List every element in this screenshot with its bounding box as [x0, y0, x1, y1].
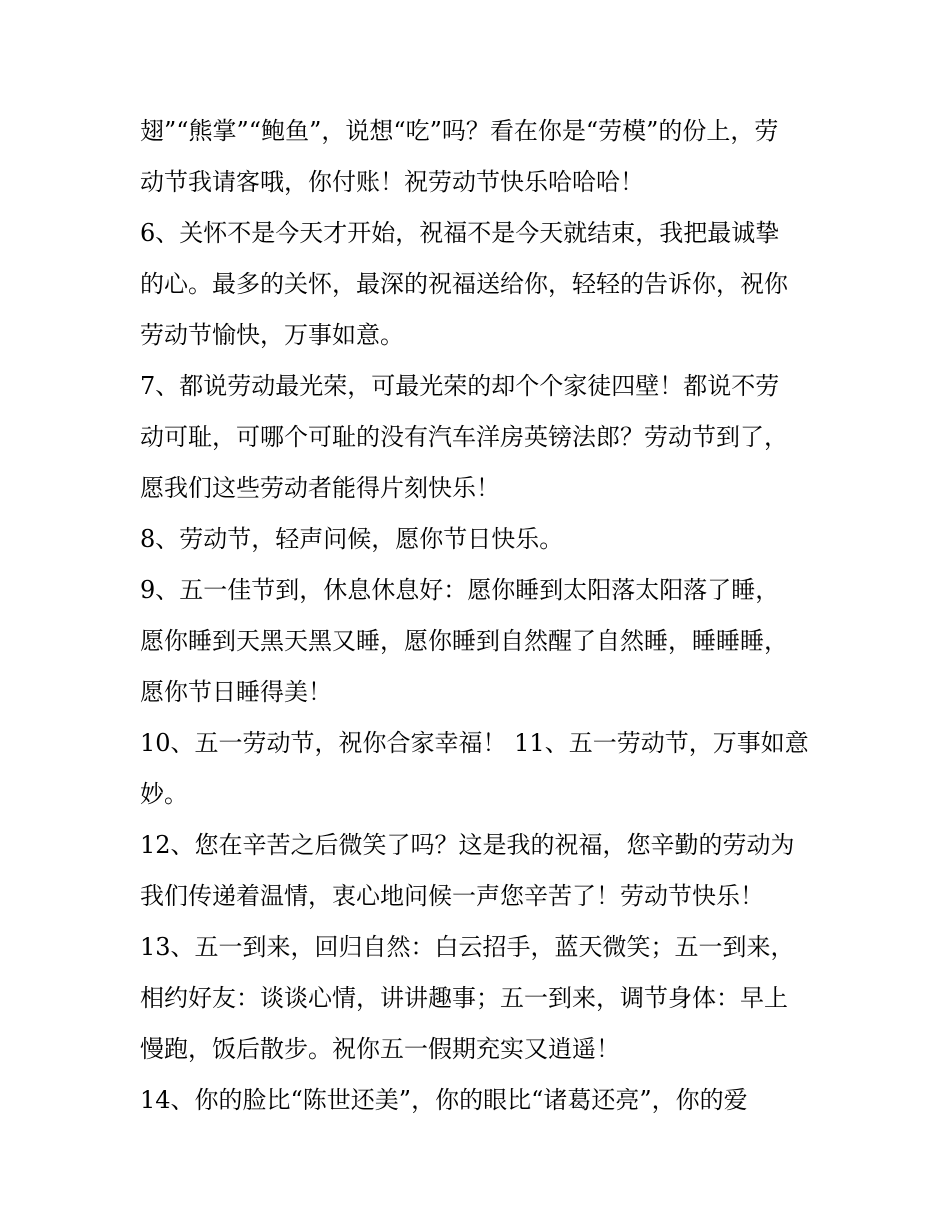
text-line: 慢跑，饭后散步。祝你五一假期充实又逍遥！	[140, 1035, 620, 1063]
text-line: 14、你的脸比“陈世还美”，你的眼比“诸葛还亮”，你的爱	[140, 1086, 748, 1114]
text-line: 13、五一到来，回归自然：白云招手，蓝天微笑；五一到来，	[140, 933, 795, 961]
text-line: 愿你睡到天黑天黑又睡，愿你睡到自然醒了自然睡，睡睡睡，	[140, 627, 788, 655]
text-line: 相约好友：谈谈心情，讲讲趣事；五一到来，调节身体：早上	[140, 984, 788, 1012]
text-line: 动节我请客哦，你付账！祝劳动节快乐哈哈哈！	[140, 168, 644, 196]
document-body	[140, 106, 820, 1126]
text-line: 我们传递着温情，衷心地问候一声您辛苦了！劳动节快乐！	[140, 882, 764, 910]
text-line: 6、关怀不是今天才开始，祝福不是今天就结束，我把最诚挚	[140, 219, 780, 247]
text-line: 劳动节愉快，万事如意。	[140, 321, 404, 349]
text-line: 翅”“熊掌”“鲍鱼”，说想“吃”吗？看在你是“劳模”的份上，劳	[140, 117, 779, 145]
text-line: 动可耻，可哪个可耻的没有汽车洋房英镑法郎？劳动节到了，	[140, 423, 788, 451]
text-line: 10、五一劳动节，祝你合家幸福！ 11、五一劳动节，万事如意	[140, 729, 809, 757]
text-line: 的心。最多的关怀，最深的祝福送给你，轻轻的告诉你，祝你	[140, 270, 788, 298]
text-line: 妙。	[140, 780, 188, 808]
text-line: 7、都说劳动最光荣，可最光荣的却个个家徒四壁！都说不劳	[140, 372, 780, 400]
text-line: 12、您在辛苦之后微笑了吗？这是我的祝福，您辛勤的劳动为	[140, 831, 795, 859]
text-line: 愿你节日睡得美！	[140, 678, 332, 706]
text-line: 愿我们这些劳动者能得片刻快乐！	[140, 474, 500, 502]
text-line: 9、五一佳节到，休息休息好：愿你睡到太阳落太阳落了睡，	[140, 576, 780, 604]
text-line: 8、劳动节，轻声问候，愿你节日快乐。	[140, 525, 564, 553]
